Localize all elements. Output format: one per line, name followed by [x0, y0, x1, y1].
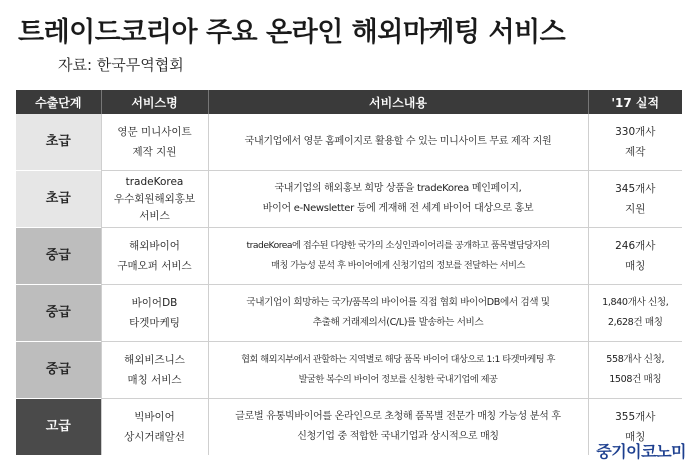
service-name-cell: tradeKorea 우수회원해외홍보 서비스	[101, 171, 208, 228]
level-cell: 중급	[16, 228, 101, 285]
column-header-service-content: 서비스내용	[208, 90, 588, 114]
service-content-cell: 국내기업의 해외홍보 희망 상품을 tradeKorea 메인페이지, 바이어 e-Newsletter 등에 게재해 전 세계 바이어 대상으로 홍보	[208, 171, 588, 228]
result-cell: 558개사 신청, 1508건 매칭	[588, 342, 682, 399]
page-title: 트레이드코리아 주요 온라인 해외마케팅 서비스	[18, 17, 566, 48]
service-name-cell: 영문 미니사이트 제작 지원	[101, 114, 208, 171]
column-header-level: 수출단계	[16, 90, 101, 114]
column-header-service-name: 서비스명	[101, 90, 208, 114]
level-cell: 고급	[16, 399, 101, 456]
result-cell: 345개사 지원	[588, 171, 682, 228]
table-row	[16, 342, 682, 399]
source-note: 자료: 한국무역협회	[58, 56, 184, 74]
table-row	[16, 114, 682, 171]
table-row	[16, 285, 682, 342]
result-cell: 246개사 매칭	[588, 228, 682, 285]
service-content-cell: 국내기업이 희망하는 국가/품목의 바이어를 직접 협회 바이어DB에서 검색 및 추출해 거래제의서(C/L)를 발송하는 서비스	[208, 285, 588, 342]
service-name-cell: 바이어DB 타겟마케팅	[101, 285, 208, 342]
service-content-cell: tradeKorea에 접수된 다양한 국가의 소싱인콰이어리를 공개하고 품목별담당자의 매칭 가능성 분석 후 바이어에게 신청기업의 정보를 전달하는 서비스	[208, 228, 588, 285]
table-row	[16, 171, 682, 228]
services-table	[16, 90, 682, 455]
service-name-cell: 해외바이어 구매오퍼 서비스	[101, 228, 208, 285]
service-content-cell: 국내기업에서 영문 홈페이지로 활용할 수 있는 미니사이트 무료 제작 지원	[208, 114, 588, 171]
service-name-cell: 해외비즈니스 매칭 서비스	[101, 342, 208, 399]
publisher-logo: 중기이코노미	[596, 442, 686, 461]
table-header-row	[16, 90, 682, 114]
table-row	[16, 228, 682, 285]
result-cell: 330개사 제작	[588, 114, 682, 171]
service-name-cell: 빅바이어 상시거래알선	[101, 399, 208, 456]
table-row	[16, 399, 682, 456]
level-cell: 중급	[16, 285, 101, 342]
level-cell: 초급	[16, 171, 101, 228]
service-content-cell: 글로벌 유통빅바이어를 온라인으로 초청해 품목별 전문가 매칭 가능성 분석 후 신청기업 중 적합한 국내기업과 상시적으로 매칭	[208, 399, 588, 456]
level-cell: 초급	[16, 114, 101, 171]
result-cell: 355개사 매칭	[588, 399, 682, 456]
level-cell: 중급	[16, 342, 101, 399]
column-header-result: '17 실적	[588, 90, 682, 114]
result-cell: 1,840개사 신청, 2,628건 매칭	[588, 285, 682, 342]
service-content-cell: 협회 해외지부에서 관할하는 지역별로 해당 품목 바이어 대상으로 1:1 타겟마케팅 후 발굴한 복수의 바이어 정보를 신청한 국내기업에 제공	[208, 342, 588, 399]
